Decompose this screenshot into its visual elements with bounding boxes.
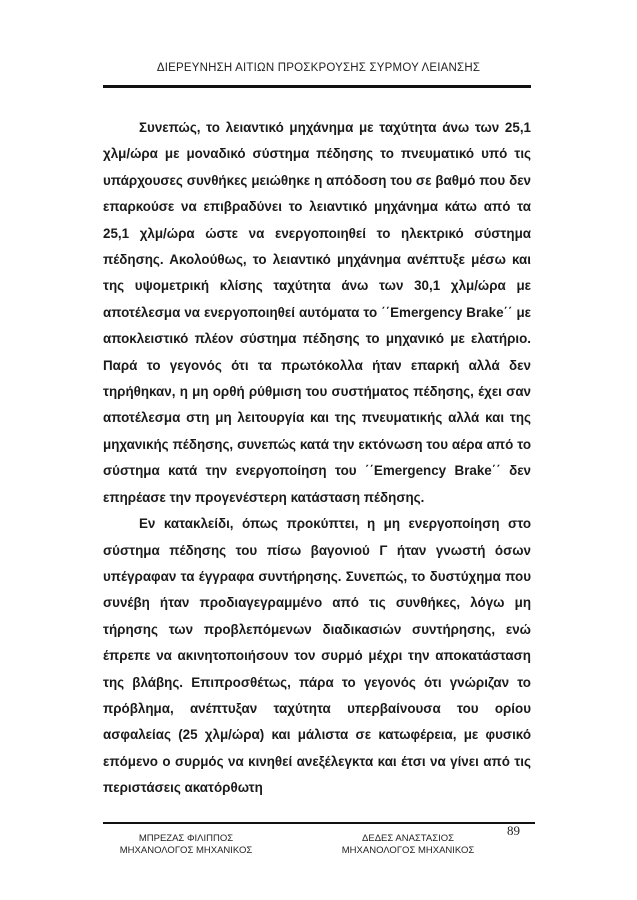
paragraph: Εν κατακλείδι, όπως προκύπτει, η μη ενεργοποίηση στο σύστημα πέδησης του πίσω βαγονιού Γ ήταν γνωστή όσων υπέγραφαν τα έγγραφα συντήρησης. Συνεπώς, το δυστύχημα που συνέβη ήταν προδιαγεγραμμένο από τις συνθήκες, λόγω μη τήρησης των προβλεπόμενων διαδικασιών συντήρησης, ενώ έπρεπε να ακινητοποιήσουν τον συρμό μέχρι την αποκατάσταση της βλάβης. Επιπροσθέτως, πάρα το γεγονός ότι γνώριζαν το πρόβλημα, ανέπτυξαν ταχύτητα υπερβαίνουσα του ορίου ασφαλείας (25 χλμ/ώρα) και μάλιστα σε κατωφέρεια, με φυσικό επόμενο ο συρμός να κινηθεί ανεξέλεγκτα και έτσι να γίνει από τις περιστάσεις ακατόρθωτη (103, 516, 531, 796)
author-title: ΜΗΧΑΝΟΛΟΓΟΣ ΜΗΧΑΝΙΚΟΣ (341, 845, 475, 856)
footer-divider (103, 822, 535, 824)
page-number: 89 (507, 823, 520, 838)
footer-author-left (76, 833, 296, 857)
footer-author-right (298, 833, 518, 857)
author-name: ΔΕΔΕΣ ΑΝΑΣΤΑΣΙΟΣ (362, 833, 454, 844)
page-header-title: ΔΙΕΡΕΥΝΗΣΗ ΑΙΤΙΩΝ ΠΡΟΣΚΡΟΥΣΗΣ ΣΥΡΜΟΥ ΛΕΙΑΝΣΗΣ (156, 62, 481, 74)
body-text (103, 115, 531, 802)
paragraph: Συνεπώς, το λειαντικό μηχάνημα με ταχύτητα άνω των 25,1 χλμ/ώρα με μοναδικό σύστημα πέδησης το πνευματικό υπό τις υπάρχουσες συνθήκες μειώθηκε η απόδοση του σε βαθμό που δεν επαρκούσε να επιβραδύνει το λειαντικό μηχάνημα κάτω από τα 25,1 χλμ/ώρα ώστε να ενεργοποιηθεί το ηλεκτρικό σύστημα πέδησης. Ακολούθως, το λειαντικό μηχάνημα ανέπτυξε μέσω και της υψομετρική κλίσης ταχύτητα άνω των 30,1 χλμ/ώρα με αποτέλεσμα να ενεργοποιηθεί αυτόματα το ΄΄Emergency Brake΄΄ με αποκλειστικό πλέον σύστημα πέδησης το μηχανικό με ελατήριο. Παρά το γεγονός ότι τα πρωτόκολλα ήταν επαρκή αλλά δεν τηρήθηκαν, η μη ορθή ρύθμιση του συστήματος πέδησης, έχει σαν αποτέλεσμα στη μη λειτουργία και της πνευματικής αλλά και της μηχανικής πέδησης, συνεπώς κατά την εκτόνωση του αέρα από το σύστημα κατά την ενεργοποίηση του ΄΄Emergency Brake΄΄ δεν επηρέασε την προγενέστερη κατάσταση πέδησης. (103, 120, 531, 505)
author-title: ΜΗΧΑΝΟΛΟΓΟΣ ΜΗΧΑΝΙΚΟΣ (119, 845, 253, 856)
author-name: ΜΠΡΕΖΑΣ ΦΙΛΙΠΠΟΣ (138, 833, 234, 844)
header-divider (103, 85, 531, 88)
